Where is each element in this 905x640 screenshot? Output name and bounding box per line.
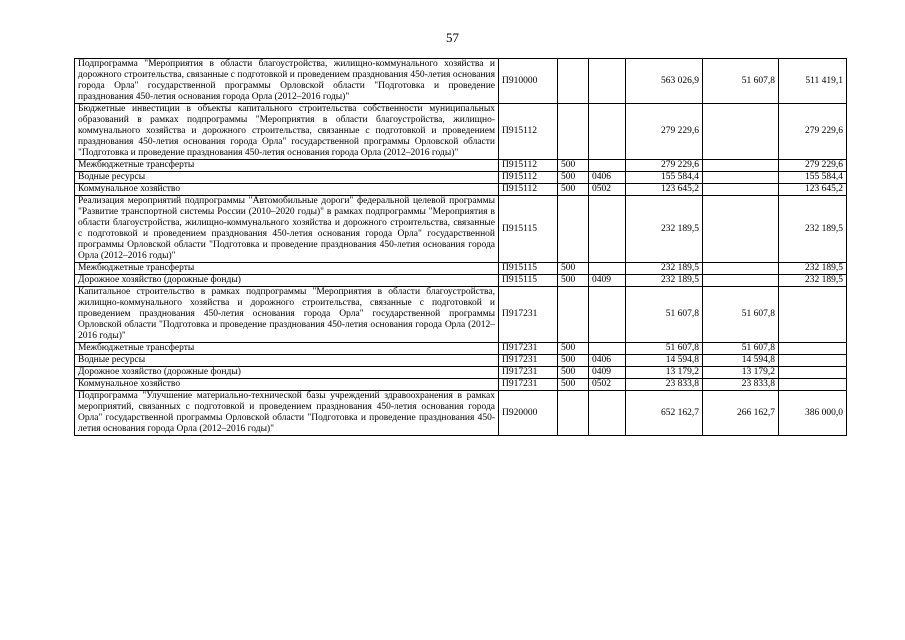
- target-article-code: П915112: [499, 184, 558, 196]
- section-code: 0409: [589, 275, 626, 287]
- expense-type-code: 500: [558, 275, 589, 287]
- target-article-code: П915115: [499, 275, 558, 287]
- row-description: Межбюджетные трансферты: [75, 263, 499, 275]
- total-amount: 232 189,5: [626, 275, 703, 287]
- row-description: Коммунальное хозяйство: [75, 379, 499, 391]
- total-amount: 563 026,9: [626, 59, 703, 104]
- expense-type-code: [558, 287, 589, 343]
- row-description: Коммунальное хозяйство: [75, 184, 499, 196]
- row-description: Капитальное строительство в рамках подпрограммы "Мероприятия в области благоустройства, жилищно-коммунального хозяйства и дорожного строительства, связанные с подготовкой и проведением празднования 450-летия основания города Орла" государственной программы Орловской области "Подготовка и проведение празднования 450-летия основания города Орла (2012–2016 годы)": [75, 287, 499, 343]
- target-article-code: П917231: [499, 367, 558, 379]
- target-article-code: П917231: [499, 355, 558, 367]
- federal-amount: [703, 104, 779, 160]
- target-article-code: П915115: [499, 196, 558, 263]
- regional-amount: [779, 367, 847, 379]
- total-amount: 232 189,5: [626, 196, 703, 263]
- row-description: Межбюджетные трансферты: [75, 160, 499, 172]
- section-code: 0406: [589, 172, 626, 184]
- expense-type-code: 500: [558, 379, 589, 391]
- expense-type-code: 500: [558, 355, 589, 367]
- federal-amount: 14 594,8: [703, 355, 779, 367]
- table-row: [75, 59, 847, 104]
- table-row: [75, 184, 847, 196]
- row-description: Реализация мероприятий подпрограммы "Автомобильные дороги" федеральной целевой программы "Развитие транспортной системы России (2010–2020 годы)" в рамках подпрограммы "Мероприятия в области благоустройства, жилищно-коммунального хозяйства и дорожного строительства, связанные с подготовкой и проведением празднования 450-летия основания города Орла" государственной программы Орловской области "Подготовка и проведение празднования 450-летия основания города Орла (2012–2016 годы)": [75, 196, 499, 263]
- regional-amount: [779, 343, 847, 355]
- regional-amount: [779, 287, 847, 343]
- target-article-code: П910000: [499, 59, 558, 104]
- expense-type-code: 500: [558, 343, 589, 355]
- section-code: 0406: [589, 355, 626, 367]
- total-amount: 51 607,8: [626, 343, 703, 355]
- row-description: Подпрограмма "Улучшение материально-технической базы учреждений здравоохранения в рамках мероприятий, связанных с подготовкой и проведением празднования 450-летия основания города Орла" государственной программы Орловской области "Подготовка и проведение празднования 450-летия основания города Орла (2012–2016 годы)": [75, 391, 499, 436]
- row-description: Дорожное хозяйство (дорожные фонды): [75, 367, 499, 379]
- total-amount: 123 645,2: [626, 184, 703, 196]
- target-article-code: П915112: [499, 160, 558, 172]
- total-amount: 279 229,6: [626, 104, 703, 160]
- federal-amount: [703, 275, 779, 287]
- total-amount: 155 584,4: [626, 172, 703, 184]
- target-article-code: П917231: [499, 287, 558, 343]
- section-code: [589, 391, 626, 436]
- total-amount: 23 833,8: [626, 379, 703, 391]
- table-row: [75, 287, 847, 343]
- table-row: [75, 367, 847, 379]
- expense-type-code: 500: [558, 160, 589, 172]
- federal-amount: 23 833,8: [703, 379, 779, 391]
- target-article-code: П915115: [499, 263, 558, 275]
- federal-amount: 51 607,8: [703, 287, 779, 343]
- regional-amount: [779, 379, 847, 391]
- federal-amount: 266 162,7: [703, 391, 779, 436]
- row-description: Водные ресурсы: [75, 172, 499, 184]
- expense-type-code: [558, 391, 589, 436]
- federal-amount: [703, 184, 779, 196]
- regional-amount: 232 189,5: [779, 263, 847, 275]
- regional-amount: 232 189,5: [779, 196, 847, 263]
- federal-amount: [703, 263, 779, 275]
- row-description: Подпрограмма "Мероприятия в области благоустройства, жилищно-коммунального хозяйства и дорожного строительства, связанные с подготовкой и проведением празднования 450-летия основания города Орла" государственной программы Орловской области "Подготовка и проведение празднования 450-летия основания города Орла (2012–2016 годы)": [75, 59, 499, 104]
- federal-amount: 51 607,8: [703, 343, 779, 355]
- budget-table: [74, 58, 847, 436]
- section-code: 0409: [589, 367, 626, 379]
- federal-amount: 51 607,8: [703, 59, 779, 104]
- row-description: Межбюджетные трансферты: [75, 343, 499, 355]
- regional-amount: 123 645,2: [779, 184, 847, 196]
- federal-amount: [703, 160, 779, 172]
- target-article-code: П915112: [499, 104, 558, 160]
- table-row: [75, 196, 847, 263]
- section-code: [589, 343, 626, 355]
- table-row: [75, 275, 847, 287]
- expense-type-code: 500: [558, 263, 589, 275]
- section-code: [589, 160, 626, 172]
- section-code: [589, 196, 626, 263]
- section-code: [589, 263, 626, 275]
- target-article-code: П917231: [499, 379, 558, 391]
- regional-amount: 155 584,4: [779, 172, 847, 184]
- federal-amount: 13 179,2: [703, 367, 779, 379]
- target-article-code: П917231: [499, 343, 558, 355]
- table-row: [75, 263, 847, 275]
- row-description: Бюджетные инвестиции в объекты капитального строительства собственности муниципальных образований в рамках подпрограммы "Мероприятия в области благоустройства, жилищно-коммунального хозяйства и дорожного строительства, связанные с подготовкой и проведением празднования 450-летия основания города Орла" государственной программы Орловской области "Подготовка и проведение празднования 450-летия основания города Орла (2012–2016 годы)": [75, 104, 499, 160]
- target-article-code: П920000: [499, 391, 558, 436]
- section-code: [589, 104, 626, 160]
- regional-amount: 386 000,0: [779, 391, 847, 436]
- table-row: [75, 160, 847, 172]
- regional-amount: 232 189,5: [779, 275, 847, 287]
- total-amount: 14 594,8: [626, 355, 703, 367]
- expense-type-code: 500: [558, 367, 589, 379]
- section-code: 0502: [589, 379, 626, 391]
- row-description: Дорожное хозяйство (дорожные фонды): [75, 275, 499, 287]
- federal-amount: [703, 196, 779, 263]
- expense-type-code: 500: [558, 184, 589, 196]
- row-description: Водные ресурсы: [75, 355, 499, 367]
- total-amount: 232 189,5: [626, 263, 703, 275]
- total-amount: 279 229,6: [626, 160, 703, 172]
- expense-type-code: 500: [558, 172, 589, 184]
- regional-amount: 279 229,6: [779, 104, 847, 160]
- section-code: [589, 287, 626, 343]
- expense-type-code: [558, 104, 589, 160]
- table-row: [75, 391, 847, 436]
- regional-amount: [779, 355, 847, 367]
- section-code: [589, 59, 626, 104]
- federal-amount: [703, 172, 779, 184]
- table-row: [75, 343, 847, 355]
- total-amount: 51 607,8: [626, 287, 703, 343]
- expense-type-code: [558, 196, 589, 263]
- expense-type-code: [558, 59, 589, 104]
- page-number: 57: [446, 30, 459, 45]
- table-body: [75, 59, 847, 436]
- total-amount: 13 179,2: [626, 367, 703, 379]
- table-row: [75, 379, 847, 391]
- regional-amount: 511 419,1: [779, 59, 847, 104]
- table-row: [75, 104, 847, 160]
- regional-amount: 279 229,6: [779, 160, 847, 172]
- total-amount: 652 162,7: [626, 391, 703, 436]
- target-article-code: П915112: [499, 172, 558, 184]
- table-row: [75, 172, 847, 184]
- table-row: [75, 355, 847, 367]
- section-code: 0502: [589, 184, 626, 196]
